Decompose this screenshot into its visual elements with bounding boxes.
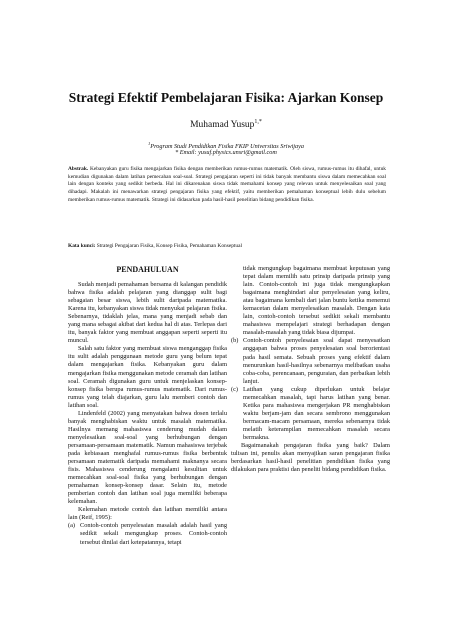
author-email: * Email: yusuf.physics.unsri@gmail.com	[175, 149, 277, 156]
keywords-text: Strategi Pengajaran Fisika, Konsep Fisika, Pemahaman Konseptual	[96, 243, 242, 249]
list-item	[68, 522, 227, 546]
paragraph: Sudah menjadi pemahaman bersama di kalangan pendidik bahwa fisika adalah pelajaran yang dianggap sulit bagi sebagaian besar siswa, lebih sulit daripada matematika. Karena itu, kebanyakan siswa tidak menyukai pelajaran fisika. Sebenarnya, tidaklah jelas, mana yang menjadi sebab dan yang mana sebagai akibat dari kedua hal di atas. Terlepas dari itu, banyak faktor yang membuat anggapan seperti seperti itu muncul.	[68, 281, 227, 345]
paragraph: Salah satu faktor yang membuat siswa menganggap fisika itu sulit adalah penggunaan metode guru yang belum tepat dalam mengajarkan fisika. Kebanyakan guru dalam mengajarkan fisika menggunakan metode ceramah dan latihan soal. Ceramah digunakan guru untuk menjelaskan konsep-konsep fisika berupa rumus-rumus matematik. Dari rumus-rumus yang telah diajarkan, guru lalu memberi contoh dan latihan soal.	[68, 345, 227, 409]
paragraph: Kelemahan metode contoh dan latihan memiliki antara lain (Reif, 1995):	[68, 506, 227, 522]
keywords	[68, 243, 386, 251]
right-column	[231, 265, 390, 474]
paragraph: Lindenfeld (2002) yang menyatakan bahwa dosen terlalu banyak menghabiskan waktu untuk masalah matematika. Hasilnya memang mahasiswa cenderung mudah dalam menyelesaikan soal-soal yang berhubungan dengan persamaan-persamaan matematik. Namun mahasiswa terjebak pada kebiasaan menghafal rumus-rumus fisika berbentuk persamaan matematik daripada memahami maknanya secara fisis. Mahasiswa cenderung mengalami kesulitan untuk memecahkan soal-soal fisika yang berhubungan dengan pemahaman konsep-konsep dasar. Selain itu, metode pemberian contoh dan latihan soal juga memiliki beberapa kelemahan.	[68, 409, 227, 506]
list-item-text: Contoh-contoh penyelesaian masalah adalah hasil yang sedikit sekali mengungkap proses. Contoh-contoh tersebut dinilai dari ketepatannya, tetapi	[80, 522, 227, 546]
list-item	[231, 386, 390, 442]
list-item	[231, 337, 390, 385]
paper-title: Strategi Efektif Pembelajaran Fisika: Ajarkan Konsep	[68, 90, 384, 105]
list-item-text: tidak mengungkap bagaimana membuat keputusan yang tepat dalam memilih satu prinsip daripada prinsip yang lain. Contoh-contoh ini juga tidak mengungkapkan bagaimana menghindari alur penyelesaian yang keliru, atau bagaimana kembali dari jalan buntu ketika menemui kemacetan dalam menyelesaikan masalah. Dengan kata lain, contoh-contoh tersebut sedikit sekali membantu mahasiswa mempelajari strategi berhadapan dengan masalah-masalah yang tidak biasa dijumpai.	[243, 265, 390, 337]
abstract-text: Kebanyakan guru fisika mengajarkan fisika dengan memberikan rumus-rumus matematik. Oleh siswa, rumus-rumus itu dihafal, untuk kemudian digunakan dalam latihan pemecahan soal-soal. Strategi pengajaran seperti ini tidak banyak membantu siswa dalam memecahkan soal lain dengan konteks yang sedikit berbeda. Hal ini dikarenakan siswa tidak memahami konsep yang relevan untuk menyelesaikan soal yang dihadapi. Makalah ini menawarkan strategi pengajaran fisika yang efektif, yaitu memberikan pemahaman konseptual lebih dulu sebelum memberikan rumus-rumus matematik. Strategi ini didasarkan pada hasil-hasil penelitian bidang pendidikan fisika.	[68, 166, 386, 203]
paragraph: Bagaimanakah pengajaran fisika yang baik? Dalam tulisan ini, penulis akan menyajikan saran pengajaran fisika berdasarkan hasil-hasil penelitian pendidikan fisika yang dilakukan para praktisi dan peneliti bidang pendidikan fisika.	[231, 442, 390, 474]
author-name: Muhamad Yusup	[190, 120, 255, 131]
author-superscript: 1,*	[254, 119, 262, 125]
list-item-text: Contoh-contoh penyelesaian soal dapat menyesatkan anggapan bahwa proses penyelesaian soal berorientasi pada hasil semata. Sebuah proses yang efektif dalam menurunkan hasil-hasilnya sebenarnya melibatkan usaha coba-coba, perencanaan, penguraian, dan perbaikan lebih lanjut.	[243, 337, 390, 385]
affiliation-text: Program Studi Pendidikan Fisika FKIP Universitas Sriwijaya	[150, 143, 304, 151]
abstract	[68, 166, 386, 205]
keywords-label: Kata kunci:	[68, 243, 96, 249]
list-item-label: (c)	[231, 385, 239, 393]
author-line	[40, 116, 412, 131]
affiliation-superscript: 1	[148, 141, 151, 146]
list-item-label: (b)	[231, 337, 239, 345]
abstract-label: Abstrak.	[68, 166, 89, 172]
list-item-text: Latihan yang cukup diperlukan untuk belajar memecahkan masalah, tapi harus latihan yang benar. Ketika para mahasiswa mengerjakan PR menghabiskan waktu berjam-jam dan secara sembrono menggunakan bermacam-macam persamaan, mereka sebenarnya tidak melatih keterampilan memecahkan masalah secara bermakna.	[243, 385, 390, 441]
list-item-continued	[231, 265, 390, 337]
left-column	[68, 265, 227, 547]
section-heading: PENDAHULUAN	[116, 265, 179, 274]
list-item-label: (a)	[68, 522, 76, 530]
